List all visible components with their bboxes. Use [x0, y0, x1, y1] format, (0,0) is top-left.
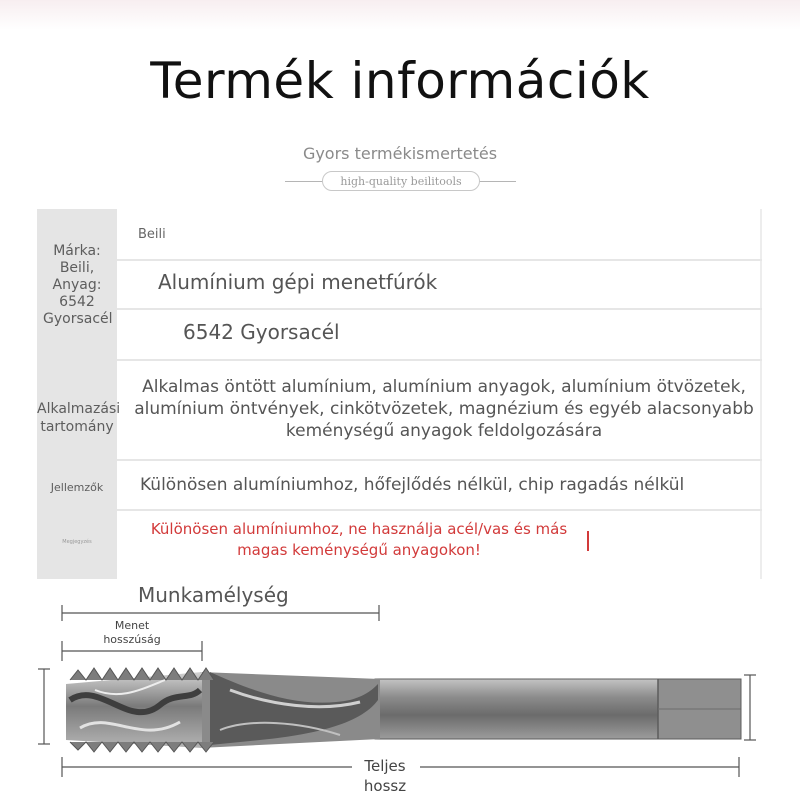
- label-note: Megjegyzés: [62, 539, 92, 545]
- page-title: Termék információk: [150, 52, 650, 110]
- diameter-dimension-right: [744, 675, 756, 740]
- total-length-dimension: [62, 757, 739, 777]
- page-subtitle: Gyors termékismertetés: [302, 144, 498, 163]
- label-brand-material: Márka: Beili, Anyag: 6542 Gyorsacél: [43, 243, 113, 327]
- thread-length-label: Menet hosszúság: [103, 619, 161, 646]
- brand-value: Beili: [138, 227, 166, 242]
- tap-flute: [200, 672, 380, 748]
- working-depth-label: Munkamélység: [138, 583, 289, 607]
- tap-threads: [66, 668, 214, 752]
- features-value: Különösen alumíniumhoz, hőfejlődés nélkül, chip ragadás nélkül: [140, 475, 685, 495]
- working-depth-dimension: [62, 605, 379, 621]
- application-value: Alkalmas öntött alumínium, alumínium anyagok, alumínium ötvözetek, alumínium öntvények, cinkötvözetek, magnézium és egyéb alacsonyabb keménységű anyagok feldolgozására: [134, 377, 754, 441]
- diameter-dimension-left: [38, 669, 50, 744]
- thread-length-dimension: [62, 641, 202, 661]
- label-features: Jellemzők: [50, 481, 104, 494]
- total-length-label: Teljes hossz: [363, 757, 407, 795]
- product-name: Alumínium gépi menetfúrók: [158, 270, 438, 294]
- tagline-badge: high-quality beilitools: [322, 171, 480, 191]
- material-value: 6542 Gyorsacél: [183, 320, 340, 344]
- note-value: Különösen alumíniumhoz, ne használja acél/vas és más magas keménységű anyagokon!: [150, 520, 568, 559]
- label-application: Alkalmazási tartomány: [37, 401, 121, 435]
- tap-shank: [375, 679, 741, 739]
